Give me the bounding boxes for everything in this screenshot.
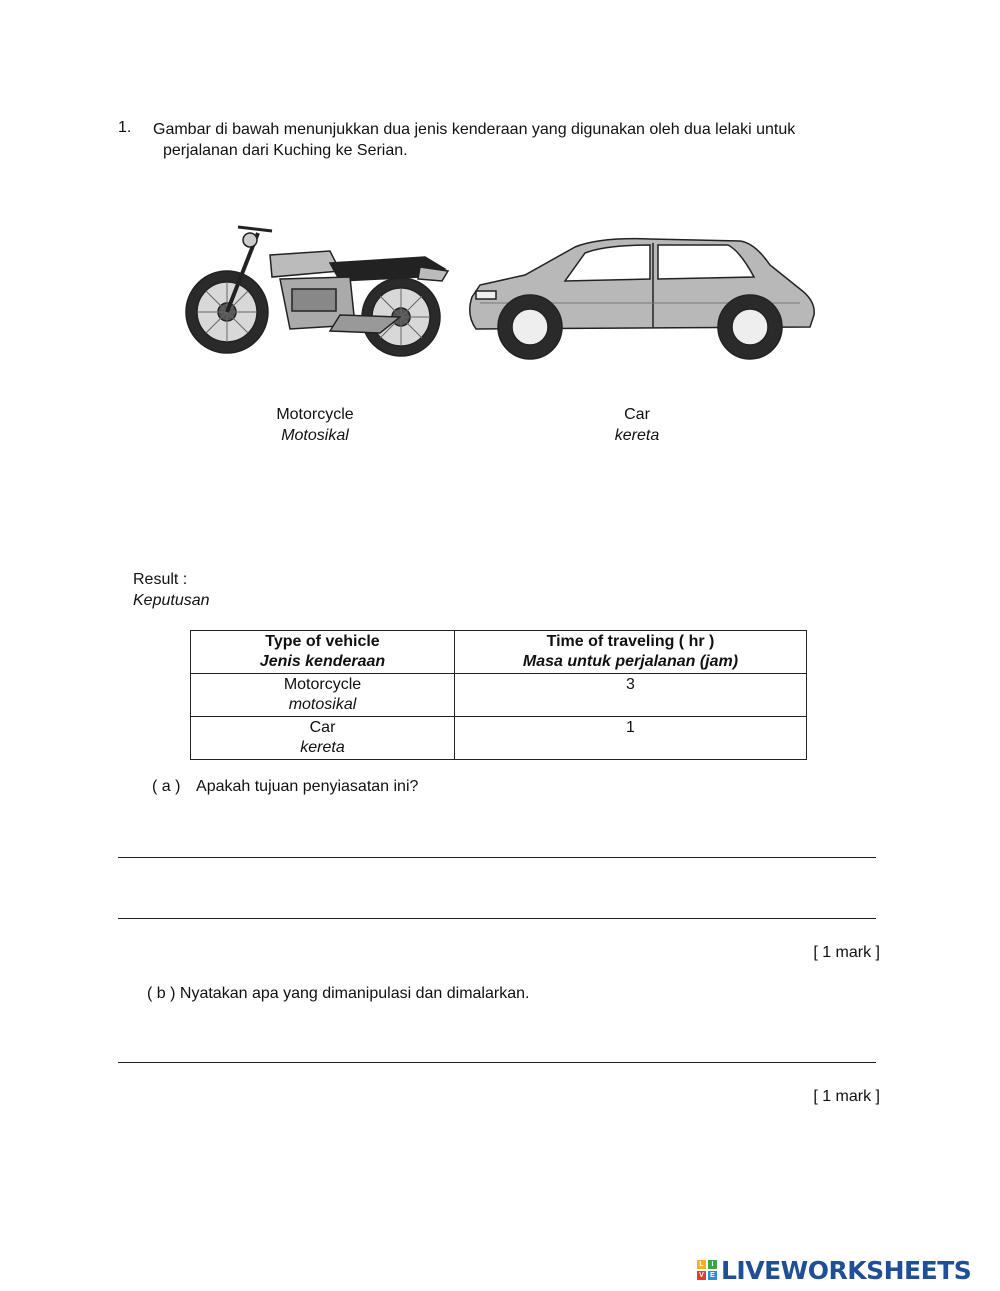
part-b-question xyxy=(147,985,529,1003)
logo-block: V xyxy=(697,1271,706,1280)
table-row xyxy=(191,674,807,717)
part-a-answer-line-2[interactable] xyxy=(118,918,876,919)
time-cell: 3 xyxy=(455,674,807,717)
vehicle-en: Car xyxy=(309,719,336,736)
logo-block: I xyxy=(708,1260,717,1269)
header-time xyxy=(455,631,807,674)
car-caption-ms: kereta xyxy=(614,427,660,444)
part-a-mark: [ 1 mark ] xyxy=(813,944,880,961)
motorcycle-caption-en: Motorcycle xyxy=(276,406,354,423)
logo-block: L xyxy=(697,1260,706,1269)
car-image xyxy=(470,239,814,359)
part-a-text: Apakah tujuan penyiasatan ini? xyxy=(196,778,419,795)
vehicle-cell xyxy=(191,717,455,760)
part-a-question xyxy=(152,778,418,796)
part-b-label: ( b ) xyxy=(147,985,176,1002)
result-label-ms: Keputusan xyxy=(133,592,210,609)
table-row xyxy=(191,717,807,760)
question-line-2: perjalanan dari Kuching ke Serian. xyxy=(163,142,408,159)
motorcycle-image xyxy=(186,227,448,356)
logo-blocks-icon xyxy=(697,1260,717,1280)
time-cell: 1 xyxy=(455,717,807,760)
part-b-text: Nyatakan apa yang dimanipulasi dan dimalarkan. xyxy=(179,985,530,1002)
part-a-label: ( a ) xyxy=(152,778,181,795)
vehicles-illustration xyxy=(180,205,820,370)
result-label-en: Result : xyxy=(133,571,188,588)
vehicle-en: Motorcycle xyxy=(283,676,362,693)
vehicle-ms: kereta xyxy=(300,739,345,756)
header-time-ms: Masa untuk perjalanan (jam) xyxy=(522,653,739,670)
part-a-answer-line-1[interactable] xyxy=(118,857,876,858)
header-vehicle xyxy=(191,631,455,674)
question-line-1: Gambar di bawah menunjukkan dua jenis kenderaan yang digunakan oleh dua lelaki untuk xyxy=(153,121,796,138)
motorcycle-caption-ms: Motosikal xyxy=(281,427,349,444)
logo-text: LIVEWORKSHEETS xyxy=(721,1255,972,1285)
car-caption-en: Car xyxy=(624,406,650,423)
question-text xyxy=(153,119,893,161)
header-vehicle-ms: Jenis kenderaan xyxy=(259,653,386,670)
vehicle-ms: motosikal xyxy=(288,696,357,713)
header-vehicle-en: Type of vehicle xyxy=(265,633,380,650)
logo-block: E xyxy=(708,1271,717,1280)
part-b-answer-line[interactable] xyxy=(118,1062,876,1063)
part-b-mark: [ 1 mark ] xyxy=(813,1088,880,1105)
vehicle-cell xyxy=(191,674,455,717)
car-caption xyxy=(577,404,697,446)
question-number: 1. xyxy=(118,119,132,136)
result-label xyxy=(133,569,210,611)
header-time-en: Time of traveling ( hr ) xyxy=(546,633,715,650)
liveworksheets-logo xyxy=(697,1253,971,1287)
motorcycle-caption xyxy=(255,404,375,446)
result-table xyxy=(190,630,807,760)
table-header-row xyxy=(191,631,807,674)
